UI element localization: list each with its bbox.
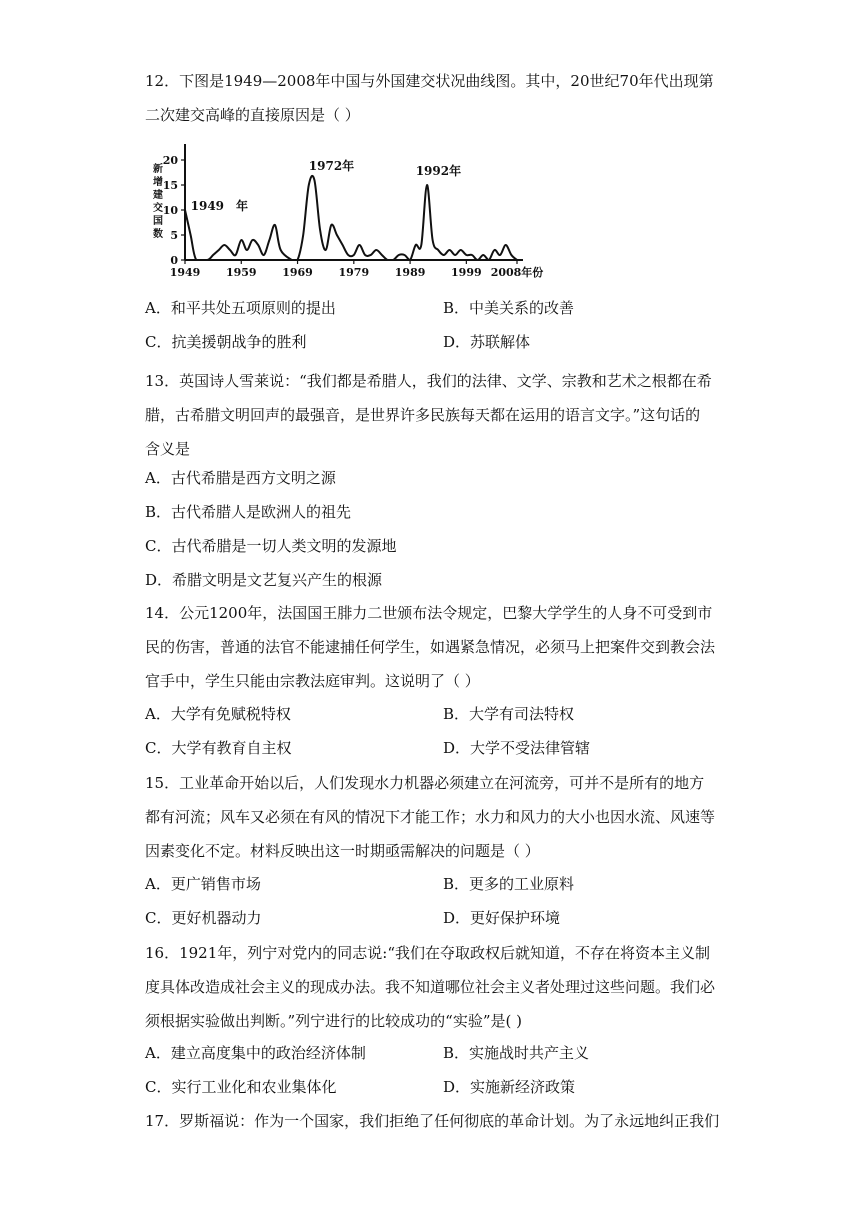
q17-stem: 17．罗斯福说：作为一个国家，我们拒绝了任何彻底的革命计划。为了永远地纠正我们 <box>145 1112 720 1130</box>
q14-option-c[interactable]: C．大学有教育自主权 <box>145 739 292 757</box>
chart-annotation: 1972年 <box>308 159 355 173</box>
y-tick-label: 15 <box>162 179 178 192</box>
q14-option-d[interactable]: D．大学不受法律管辖 <box>443 739 591 757</box>
y-tick-label: 0 <box>170 254 178 267</box>
q16-option-a[interactable]: A．建立高度集中的政治经济体制 <box>145 1044 366 1062</box>
y-axis-label-char: 国 <box>153 216 163 227</box>
q15-option-a[interactable]: A．更广销售市场 <box>145 875 261 893</box>
q12-stem: 12．下图是1949—2008年中国与外国建交状况曲线图。其中，20世纪70年代出现第二次建交高峰的直接原因是（ ） <box>145 72 714 124</box>
q15-option-b[interactable]: B．更多的工业原料 <box>443 875 575 893</box>
q12-option-d[interactable]: D．苏联解体 <box>443 333 531 351</box>
q13-option-b[interactable]: B．古代希腊人是欧洲人的祖先 <box>145 503 352 521</box>
q16-option-d[interactable]: D．实施新经济政策 <box>443 1078 576 1096</box>
y-tick-label: 5 <box>170 229 178 242</box>
q13-option-d[interactable]: D．希腊文明是文艺复兴产生的根源 <box>145 571 383 589</box>
chart-annotation: 1949 年 <box>190 199 249 213</box>
q13-option-a[interactable]: A．古代希腊是西方文明之源 <box>145 469 336 487</box>
x-tick-label: 1969 <box>282 266 313 279</box>
q15-option-c[interactable]: C．更好机器动力 <box>145 909 262 927</box>
q13-option-c[interactable]: C．古代希腊是一切人类文明的发源地 <box>145 537 397 555</box>
q16-option-b[interactable]: B．实施战时共产主义 <box>443 1044 590 1062</box>
y-axis-label-char: 新 <box>153 164 163 175</box>
q12-option-a[interactable]: A．和平共处五项原则的提出 <box>145 299 336 317</box>
y-axis-label-char: 交 <box>153 203 163 214</box>
chart-annotation: 1992年 <box>415 164 462 178</box>
series-line <box>185 176 517 260</box>
q12-option-b[interactable]: B．中美关系的改善 <box>443 299 575 317</box>
y-axis-label-char: 数 <box>153 229 163 240</box>
q15-stem: 15．工业革命开始以后，人们发现水力机器必须建立在河流旁，可并不是所有的地方都有河流；风车又必须在有风的情况下才能工作；水力和风力的大小也因水流、风速等因素变化不定。材料反映出这一时期亟需解决的问题是（ ） <box>145 774 716 860</box>
q16-option-c[interactable]: C．实行工业化和农业集体化 <box>145 1078 337 1096</box>
x-tick-label: 1979 <box>338 266 370 279</box>
x-tick-label: 2008年份 <box>490 266 544 279</box>
y-axis-label-char: 建 <box>153 190 163 201</box>
q15-option-d[interactable]: D．更好保护环境 <box>443 909 561 927</box>
q14-option-a[interactable]: A．大学有免赋税特权 <box>145 705 291 723</box>
y-tick-label: 20 <box>162 154 178 167</box>
q14-stem: 14．公元1200年，法国国王腓力二世颁布法令规定，巴黎大学学生的人身不可受到市民的伤害，普通的法官不能逮捕任何学生，如遇紧急情况，必须马上把案件交到教会法官手中，学生只能由宗教法庭审判。这说明了（ ） <box>145 604 716 690</box>
q14-option-b[interactable]: B．大学有司法特权 <box>443 705 575 723</box>
diplomatic-relations-chart <box>145 140 544 280</box>
x-tick-label: 1999 <box>451 266 482 279</box>
q13-stem: 13．英国诗人雪莱说：“我们都是希腊人，我们的法律、文学、宗教和艺术之根都在希腊，古希腊文明回声的最强音，是世界许多民族每天都在运用的语言文字。”这句话的含义是 <box>145 372 712 458</box>
y-tick-label: 10 <box>162 204 178 217</box>
x-tick-label: 1959 <box>225 266 257 279</box>
q16-stem: 16．1921年，列宁对党内的同志说:“我们在夺取政权后就知道，不存在将资本主义制度具体改造成社会主义的现成办法。我不知道哪位社会主义者处理过这些问题。我们必须根据实验做出判断。”列宁进行的比较成功的“实验”是( ) <box>145 944 716 1030</box>
x-tick-label: 1989 <box>394 266 426 279</box>
x-tick-label: 1949 <box>169 266 201 279</box>
q12-option-c[interactable]: C．抗美援朝战争的胜利 <box>145 333 307 351</box>
y-axis-label-char: 增 <box>153 177 163 188</box>
